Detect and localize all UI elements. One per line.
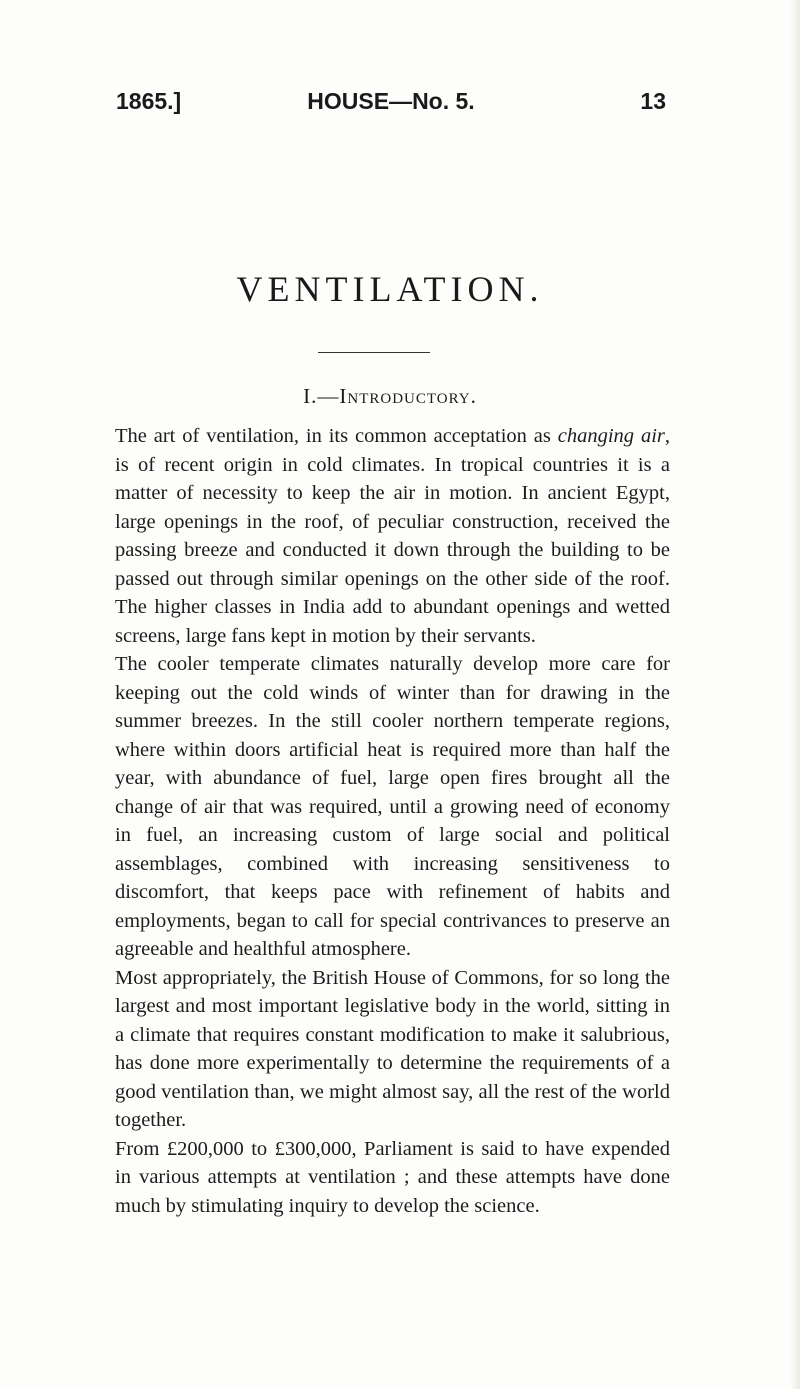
paragraph-2: The cooler temperate climates naturally develop more care for keeping out the cold winds of winter than for drawing in the summer breezes. In the still cooler northern temperate regions, where within doors artificial heat is required more than half the year, with abundance of fuel, large open fires brought all the change of air that was required, until a growing need of economy in fuel, an increasing custom of large social and political assemblages, combined with increasing sensitiveness to discomfort, that keeps pace with refinement of habits and employments, began to call for special contrivances to preserve an agreeable and healthful atmosphere. (115, 653, 670, 960)
page-edge-shadow (790, 0, 800, 1389)
paragraph-4: From £200,000 to £300,000, Parliament is said to have expended in various attempts at ventilation ; and these attempts have done much by stimulating inquiry to develop the science. (115, 1137, 670, 1217)
paragraph-1 (115, 422, 670, 650)
body-text (115, 422, 670, 1220)
section-heading: I.—Introductory. (303, 384, 477, 408)
running-head-document: HOUSE—No. 5. (307, 88, 475, 114)
paragraph-1-rest: , is of recent origin in cold climates. In tropical countries it is a matter of necessity to keep the air in motion. In ancient Egypt, large openings in the roof, of peculiar construction, received the passing breeze and conducted it down through the building to be passed out through similar openings on the other side of the roof. The higher classes in India add to abundant openings and wetted screens, large fans kept in motion by their servants. (115, 425, 670, 647)
paragraph-3: Most appropriately, the British House of Commons, for so long the largest and most important legislative body in the world, sitting in a climate that requires constant modification to make it salubrious, has done more experimentally to determine the requirements of a good ventilation than, we might almost say, all the rest of the world together. (115, 966, 670, 1131)
chapter-title: VENTILATION. (236, 269, 544, 309)
page-number: 13 (640, 88, 666, 114)
running-head (116, 88, 666, 118)
paragraph-1-emphasis: changing air (557, 425, 665, 447)
title-rule (318, 352, 430, 353)
paragraph-1-lead: The art of ventilation, in its common acceptation as (115, 425, 558, 447)
running-head-date: 1865.] (116, 88, 182, 114)
